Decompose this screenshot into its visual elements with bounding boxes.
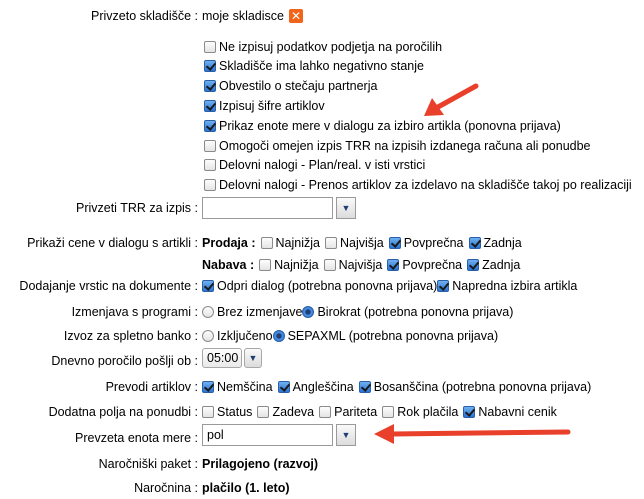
arrow-icon: [374, 424, 568, 444]
option-label: Skladišče ima lahko negativno stanje: [219, 59, 424, 73]
add-rows-label: Dodajanje vrstic na dokumente :: [19, 279, 198, 293]
arrow-icon: [424, 86, 476, 116]
trr-label: Privzeti TRR za izpis :: [75, 201, 198, 215]
subscription-label: Naročnina :: [134, 481, 198, 495]
option-label: Prikaz enote mere v dialogu za izbiro artikla (ponovna prijava): [219, 119, 561, 133]
translation-option-label: Angleščina: [292, 380, 354, 394]
option-label: Delovni nalogi - Prenos artiklov za izdelavo na skladišče takoj po realizaciji: [219, 178, 632, 192]
daily-report-value: 05:00: [207, 351, 239, 365]
prodaja-option-label: Zadnja: [483, 236, 522, 250]
chevron-down-icon[interactable]: ▼: [336, 197, 356, 219]
prodaja-option-label: Povprečna: [403, 236, 464, 250]
bank-label: Izvoz za spletno banko :: [63, 329, 198, 343]
prodaja-option-label: Najnižja: [275, 236, 320, 250]
chevron-down-icon[interactable]: ▼: [336, 424, 356, 446]
storage-value: moje skladisce: [202, 9, 284, 23]
option-label: Delovni nalogi - Plan/real. v isti vrstici: [219, 158, 426, 172]
extra-field-option-label: Nabavni cenik: [478, 405, 557, 419]
add-rows-option-label: Odpri dialog (potrebna ponovna prijava): [217, 279, 438, 293]
extra-field-option-label: Zadeva: [272, 405, 315, 419]
extra-field-option-label: Pariteta: [334, 405, 378, 419]
exchange-option-label: Birokrat (potrebna ponovna prijava): [317, 305, 514, 319]
translation-option-label: Bosanščina (potrebna ponovna prijava): [373, 380, 592, 394]
chevron-down-icon[interactable]: ▼: [244, 348, 262, 368]
exchange-label: Izmenjava s programi :: [71, 305, 198, 319]
close-icon[interactable]: ✕: [290, 9, 302, 23]
storage-label: Privzeto skladišče :: [91, 9, 198, 23]
package-label: Naročniški paket :: [98, 457, 198, 471]
option-label: Ne izpisuj podatkov podjetja na poročilih: [219, 40, 443, 54]
option-label: Obvestilo o stečaju partnerja: [219, 79, 378, 93]
nabava-label: Nabava :: [202, 258, 255, 272]
prodaja-label: Prodaja :: [202, 236, 256, 250]
bank-option-label: Izključeno: [217, 329, 273, 343]
unit-input[interactable]: pol: [202, 424, 333, 446]
daily-report-label: Dnevno poročilo pošlji ob :: [51, 354, 198, 368]
nabava-option-label: Povprečna: [402, 258, 463, 272]
exchange-option-label: Brez izmenjave: [217, 305, 303, 319]
nabava-option-label: Najvišja: [338, 258, 383, 272]
prices-label: Prikaži cene v dialogu s artikli :: [27, 236, 198, 250]
subscription-value: plačilo (1. leto): [202, 481, 290, 495]
extra-field-option-label: Rok plačila: [397, 405, 459, 419]
translation-option-label: Nemščina: [217, 380, 273, 394]
nabava-option-label: Zadnja: [482, 258, 521, 272]
add-rows-option-label: Napredna izbira artikla: [452, 279, 578, 293]
option-label: Izpisuj šifre artiklov: [219, 99, 325, 113]
bank-option-label: SEPAXML (potrebna ponovna prijava): [287, 329, 499, 343]
nabava-option-label: Najnižja: [274, 258, 319, 272]
package-value: Prilagojeno (razvoj): [202, 457, 318, 471]
option-label: Omogoči omejen izpis TRR na izpisih izdanega računa ali ponudbe: [219, 139, 591, 153]
prodaja-option-label: Najvišja: [339, 236, 384, 250]
translations-label: Prevodi artiklov :: [105, 380, 198, 394]
unit-label: Prevzeta enota mere :: [75, 431, 198, 445]
extra-field-option-label: Status: [217, 405, 253, 419]
extra-fields-label: Dodatna polja na ponudbi :: [48, 405, 198, 419]
